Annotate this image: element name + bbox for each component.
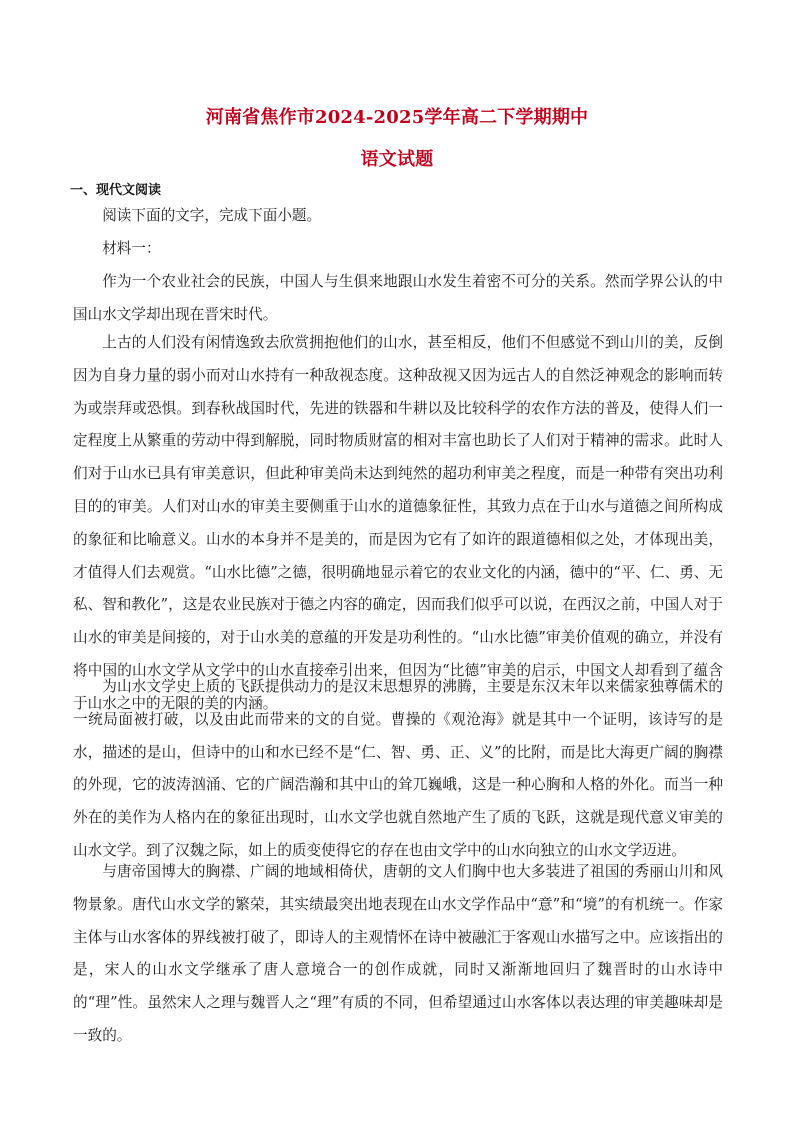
body-paragraph: 上古的人们没有闲情逸致去欣赏拥抱他们的山水，甚至相反，他们不但感觉不到山川的美，反倒因为自身力量的弱小而对山水持有一种敌视态度。这种敌视又因为远古人的自然泛神观念的影响而转为或崇拜或恐惧。到春秋战国时代，先进的铁器和牛耕以及比较科学的农作方法的普及，使得人们一定程度上从繁重的劳动中得到解脱，同时物质财富的相对丰富也助长了人们对于精神的需求。此时人们对于山水已具有审美意识，但此种审美尚未达到纯然的超功利审美之程度，而是一种带有突出功利目的的审美。人们对山水的审美主要侧重于山水的道德象征性，其致力点在于山水与道德之间所构成的象征和比喻意义。山水的本身并不是美的，而是因为它有了如许的跟道德相似之处，才体现出美，才值得人们去观赏。“山水比德”之德，很明确地显示着它的农业文化的内涵，德中的“平、仁、勇、无私、智和教化”，这是农业民族对于德之内容的确定，因而我们似乎可以说，在西汉之前，中国人对于山水的审美是间接的，对于山水美的意蕴的开发是功利性的。“山水比德”审美价值观的确立，并没有将中国的山水文学从文学中的山水直接牵引出来，但因为“比德”审美的启示，中国文人却看到了蕴含于山水之中的无限的美的内涵。 bbox=[73, 334, 723, 712]
instruction-text: 阅读下面的文字，完成下面小题。 bbox=[102, 207, 322, 224]
body-paragraph: 作为一个农业社会的民族，中国人与生俱来地跟山水发生着密不可分的关系。然而学界公认的中国山水文学却出现在晋宋时代。 bbox=[73, 273, 723, 323]
section-heading: 一、现代文阅读 bbox=[70, 183, 162, 198]
document-subtitle: 语文试题 bbox=[360, 149, 434, 170]
material-label: 材料一： bbox=[102, 240, 161, 257]
document-title: 河南省焦作市2024-2025学年高二下学期期中 bbox=[205, 107, 589, 128]
body-paragraph: 为山水文学史上质的飞跃提供动力的是汉末思想界的沸腾，主要是东汉末年以来儒家独尊儒术的一统局面被打破，以及由此而带来的文的自觉。曹操的《观沧海》就是其中一个证明，该诗写的是水，描述的是山，但诗中的山和水已经不是“仁、智、勇、正、义”的比附，而是比大海更广阔的胸襟的外现，它的波涛汹涌、它的广阔浩瀚和其中山的耸兀巍峨，这是一种心胸和人格的外化。而当一种外在的美作为人格内在的象征出现时，山水文学也就自然地产生了质的飞跃，这就是现代意义审美的山水文学。到了汉魏之际，如上的质变使得它的存在也由文学中的山水向独立的山水文学迈进。 bbox=[73, 678, 723, 859]
body-paragraph: 与唐帝国博大的胸襟、广阔的地域相倚伏，唐朝的文人们胸中也大多装进了祖国的秀丽山川和风物景象。唐代山水文学的繁荣，其实绩最突出地表现在山水文学作品中“意”和“境”的有机统一。作家主体与山水客体的界线被打破了，即诗人的主观情怀在诗中被融汇于客观山水描写之中。应该指出的是，宋人的山水文学继承了唐人意境合一的创作成就，同时又渐渐地回归了魏晋时的山水诗中的“理”性。虽然宋人之理与魏晋人之“理”有质的不同，但希望通过山水客体以表达理的审美趣味却是一致的。 bbox=[73, 863, 723, 1044]
